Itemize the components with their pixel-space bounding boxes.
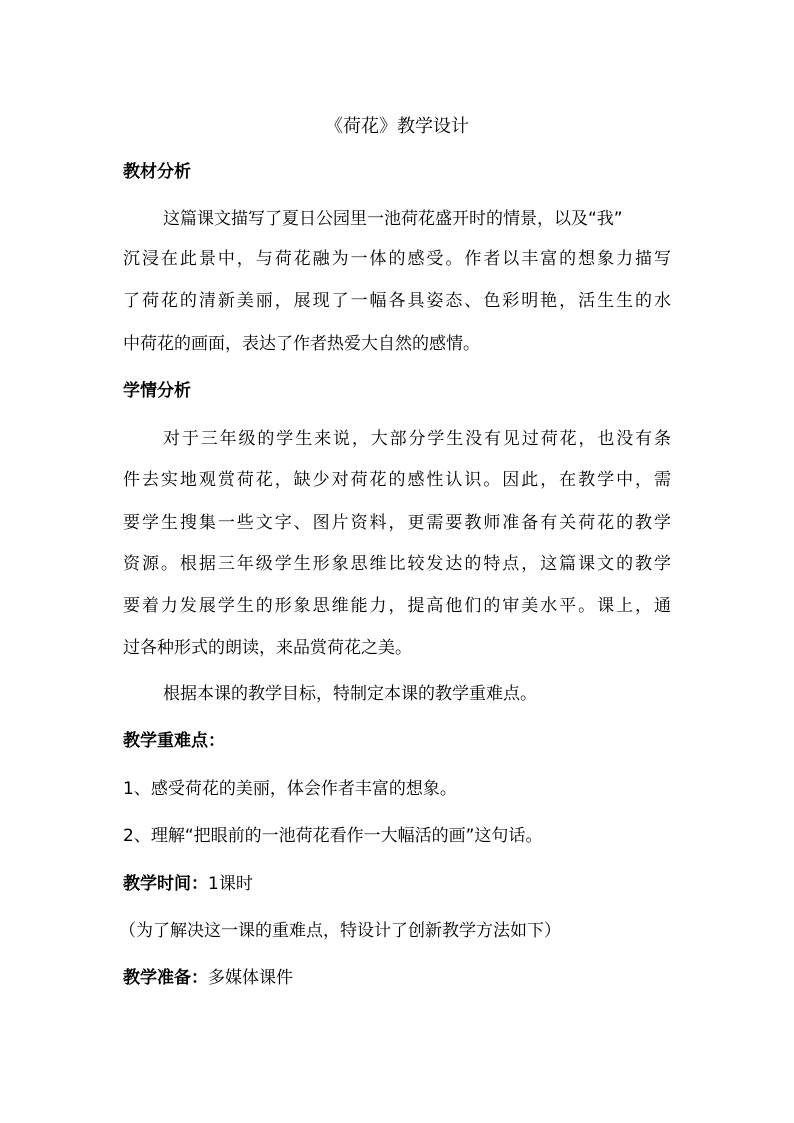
student-line-3: 要学生搜集一些文字、图片资料，更需要教师准备有关荷花的教学 bbox=[123, 513, 671, 533]
teaching-prep-label: 教学准备： bbox=[123, 968, 208, 988]
teaching-time-label: 教学时间： bbox=[123, 874, 208, 894]
student-line-1: 对于三年级的学生来说，大部分学生没有见过荷花，也没有条 bbox=[163, 429, 671, 449]
focus-intro: 根据本课的教学目标，特制定本课的教学重难点。 bbox=[163, 684, 537, 704]
material-line-1: 这篇课文描写了夏日公园里一池荷花盛开时的情景，以及“我” bbox=[163, 209, 623, 229]
teaching-time-row bbox=[123, 873, 253, 895]
focus-item-1: 1、感受荷花的美丽，体会作者丰富的想象。 bbox=[123, 779, 457, 799]
focus-heading: 教学重难点： bbox=[123, 731, 225, 751]
document-title: 《荷花》教学设计 bbox=[325, 116, 469, 137]
teaching-prep-value: 多媒体课件 bbox=[208, 968, 293, 988]
student-analysis-heading: 学情分析 bbox=[123, 381, 191, 401]
material-line-4: 中荷花的画面，表达了作者热爱大自然的感情。 bbox=[123, 334, 480, 354]
material-line-2: 沉浸在此景中，与荷花融为一体的感受。作者以丰富的想象力描写 bbox=[123, 249, 671, 269]
student-line-4: 资源。根据三年级学生形象思维比较发达的特点，这篇课文的教学 bbox=[123, 554, 671, 574]
method-note: （为了解决这一课的重难点，特设计了创新教学方法如下） bbox=[119, 921, 561, 941]
student-line-2: 件去实地观赏荷花，缺少对荷花的感性认识。因此，在教学中，需 bbox=[123, 470, 671, 490]
student-line-6: 过各种形式的朗读，来品赏荷花之美。 bbox=[123, 638, 412, 658]
teaching-prep-row bbox=[123, 967, 293, 989]
material-analysis-heading: 教材分析 bbox=[123, 162, 191, 182]
teaching-time-value: 1课时 bbox=[208, 874, 253, 894]
student-line-5: 要着力发展学生的形象思维能力，提高他们的审美水平。课上，通 bbox=[123, 596, 671, 616]
material-line-3: 了荷花的清新美丽，展现了一幅各具姿态、色彩明艳，活生生的水 bbox=[123, 291, 671, 311]
focus-item-2: 2、理解“把眼前的一池荷花看作一大幅活的画”这句话。 bbox=[123, 826, 543, 846]
